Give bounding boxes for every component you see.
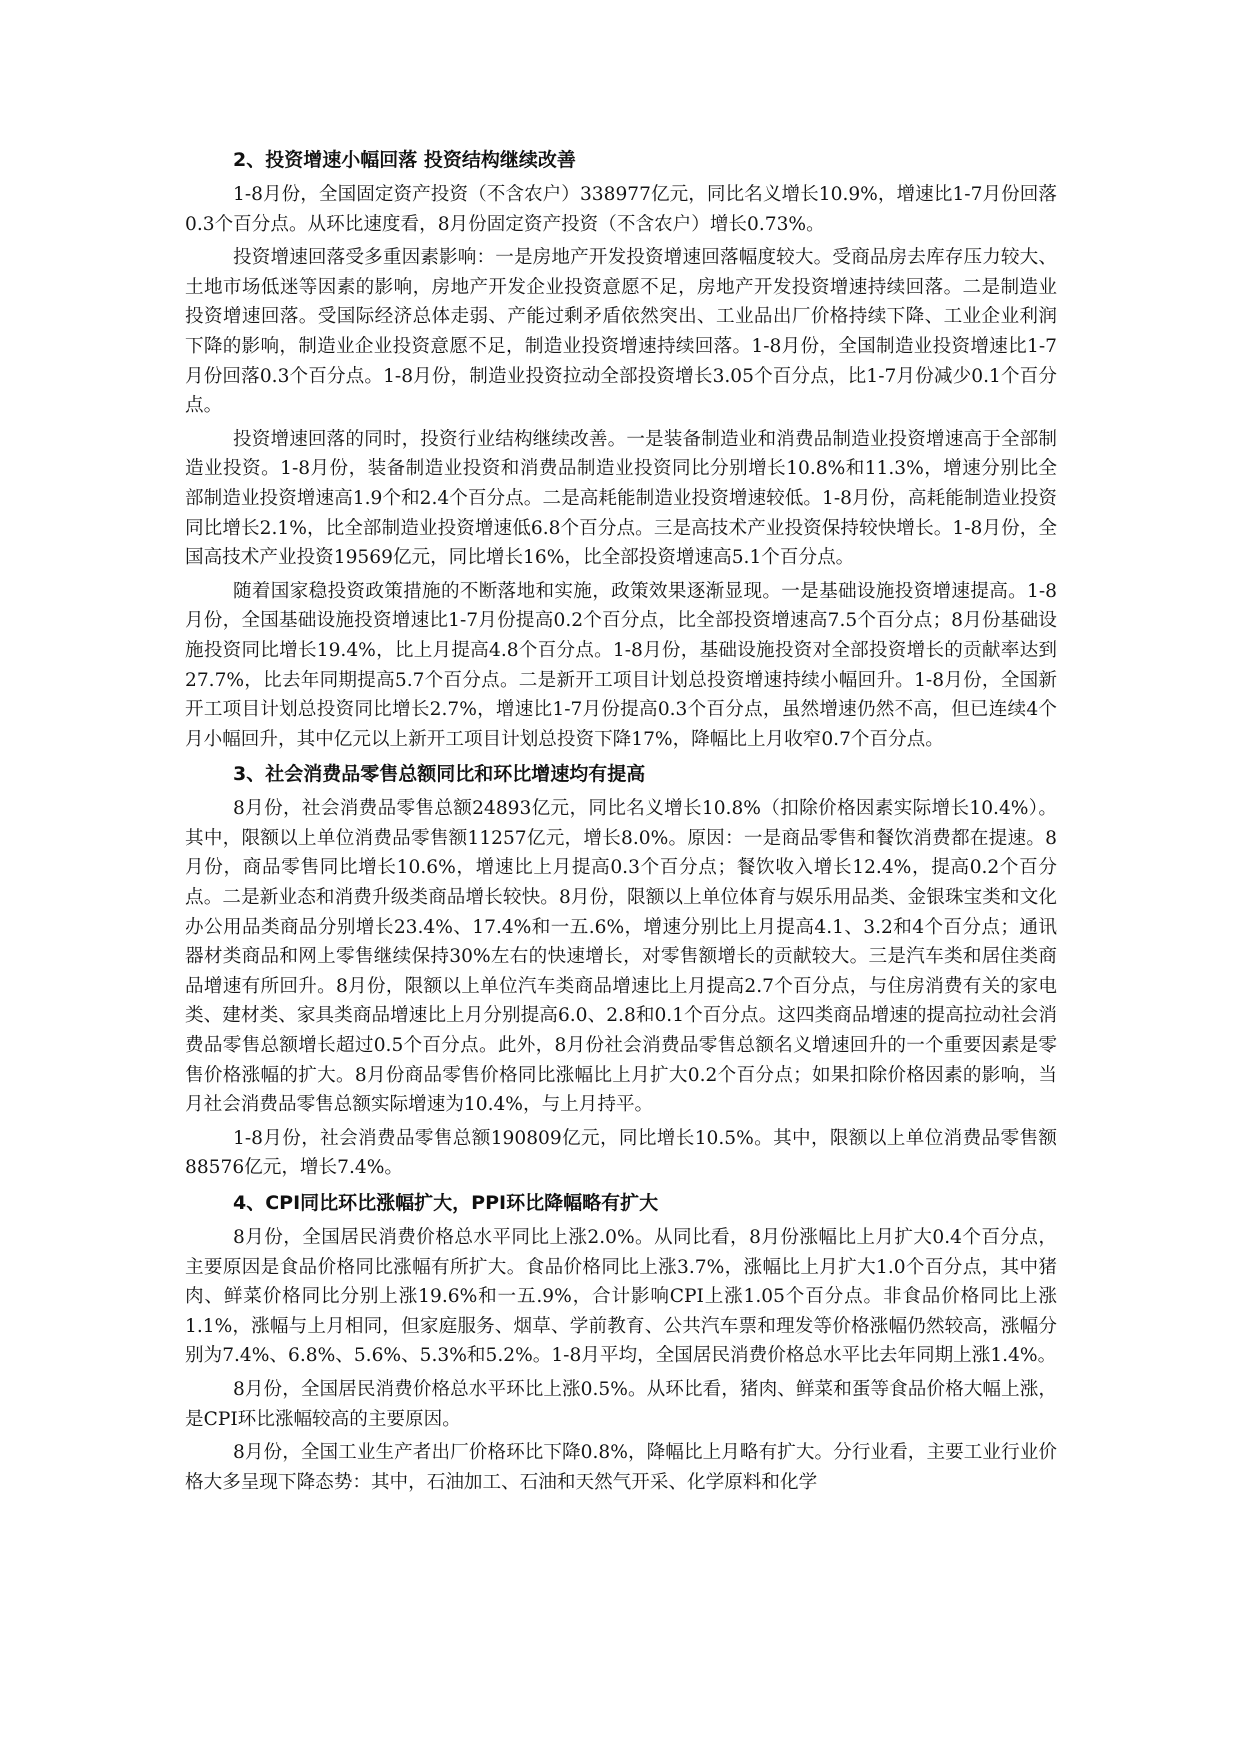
paragraph: 8月份，全国居民消费价格总水平同比上涨2.0%。从同比看，8月份涨幅比上月扩大0.4个百分点，主要原因是食品价格同比涨幅有所扩大。食品价格同比上涨3.7%，涨幅比上月扩大1.0个百分点，其中猪肉、鲜菜价格同比分别上涨19.6%和一五.9%，合计影响CPI上涨1.05个百分点。非食品价格同比上涨1.1%，涨幅与上月相同，但家庭服务、烟草、学前教育、公共汽车票和理发等价格涨幅仍然较高，涨幅分别为7.4%、6.8%、5.6%、5.3%和5.2%。1-8月平均，全国居民消费价格总水平比去年同期上涨1.4%。 (185, 1227, 1057, 1367)
section-heading: 3、社会消费品零售总额同比和环比增速均有提高 (233, 763, 646, 786)
paragraph: 1-8月份，全国固定资产投资（不含农户）338977亿元，同比名义增长10.9%，增速比1-7月份回落0.3个百分点。从环比速度看，8月份固定资产投资（不含农户）增长0.73%。 (185, 184, 1057, 235)
paragraph: 1-8月份，社会消费品零售总额190809亿元，同比增长10.5%。其中，限额以上单位消费品零售额88576亿元，增长7.4%。 (185, 1127, 1057, 1179)
document-page (185, 144, 1057, 1501)
section-investment (185, 144, 1057, 754)
paragraph: 8月份，社会消费品零售总额24893亿元，同比名义增长10.8%（扣除价格因素实际增长10.4%）。其中，限额以上单位消费品零售额11257亿元，增长8.0%。原因：一是商品零售和餐饮消费都在提速。8月份，商品零售同比增长10.6%，增速比上月提高0.3个百分点；餐饮收入增长12.4%，提高0.2个百分点。二是新业态和消费升级类商品增长较快。8月份，限额以上单位体育与娱乐用品类、金银珠宝类和文化办公用品类商品分别增长23.4%、17.4%和一五.6%，增速分别比上月提高4.1、3.2和4个百分点；通讯器材类商品和网上零售继续保持30%左右的快速增长，对零售额增长的贡献较大。三是汽车类和居住类商品增速有所回升。8月份，限额以上单位汽车类商品增速比上月提高2.7个百分点，与住房消费有关的家电类、建材类、家具类商品增速比上月分别提高6.0、2.8和0.1个百分点。这四类商品增速的提高拉动社会消费品零售总额增长超过0.5个百分点。此外，8月份社会消费品零售总额名义增速回升的一个重要因素是零售价格涨幅的扩大。8月份商品零售价格同比涨幅比上月扩大0.2个百分点；如果扣除价格因素的影响，当月社会消费品零售总额实际增速为10.4%，与上月持平。 (185, 798, 1057, 1116)
paragraph: 8月份，全国工业生产者出厂价格环比下降0.8%，降幅比上月略有扩大。分行业看，主要工业行业价格大多呈现下降态势：其中，石油加工、石油和天然气开采、化学原料和化学 (185, 1442, 1057, 1493)
paragraph: 随着国家稳投资政策措施的不断落地和实施，政策效果逐渐显现。一是基础设施投资增速提高。1-8月份，全国基础设施投资增速比1-7月份提高0.2个百分点，比全部投资增速高7.5个百分点；8月份基础设施投资同比增长19.4%，比上月提高4.8个百分点。1-8月份，基础设施投资对全部投资增长的贡献率达到27.7%，比去年同期提高5.7个百分点。二是新开工项目计划总投资增速持续小幅回升。1-8月份，全国新开工项目计划总投资同比增长2.7%，增速比1-7月份提高0.3个百分点，虽然增速仍然不高，但已连续4个月小幅回升，其中亿元以上新开工项目计划总投资下降17%，降幅比上月收窄0.7个百分点。 (185, 580, 1057, 750)
section-retail-sales (185, 758, 1057, 1183)
paragraph: 投资增速回落受多重因素影响：一是房地产开发投资增速回落幅度较大。受商品房去库存压力较大、土地市场低迷等因素的影响，房地产开发企业投资意愿不足，房地产开发投资增速持续回落。二是制造业投资增速回落。受国际经济总体走弱、产能过剩矛盾依然突出、工业品出厂价格持续下降、工业企业利润下降的影响，制造业企业投资意愿不足，制造业投资增速持续回落。1-8月份，全国制造业投资增速比1-7月份回落0.3个百分点。1-8月份，制造业投资拉动全部投资增长3.05个百分点，比1-7月份减少0.1个百分点。 (185, 247, 1057, 417)
section-cpi-ppi (185, 1187, 1057, 1497)
section-heading: 2、投资增速小幅回落 投资结构继续改善 (233, 149, 576, 171)
section-heading: 4、CPI同比环比涨幅扩大，PPI环比降幅略有扩大 (233, 1192, 659, 1214)
paragraph: 投资增速回落的同时，投资行业结构继续改善。一是装备制造业和消费品制造业投资增速高于全部制造业投资。1-8月份，装备制造业投资和消费品制造业投资同比分别增长10.8%和11.3%，增速分别比全部制造业投资增速高1.9个和2.4个百分点。二是高耗能制造业投资增速较低。1-8月份，高耗能制造业投资同比增长2.1%，比全部制造业投资增速低6.8个百分点。三是高技术产业投资保持较快增长。1-8月份，全国高技术产业投资19569亿元，同比增长16%，比全部投资增速高5.1个百分点。 (185, 428, 1057, 569)
paragraph: 8月份，全国居民消费价格总水平环比上涨0.5%。从环比看，猪肉、鲜菜和蛋等食品价格大幅上涨，是CPI环比涨幅较高的主要原因。 (185, 1378, 1057, 1430)
